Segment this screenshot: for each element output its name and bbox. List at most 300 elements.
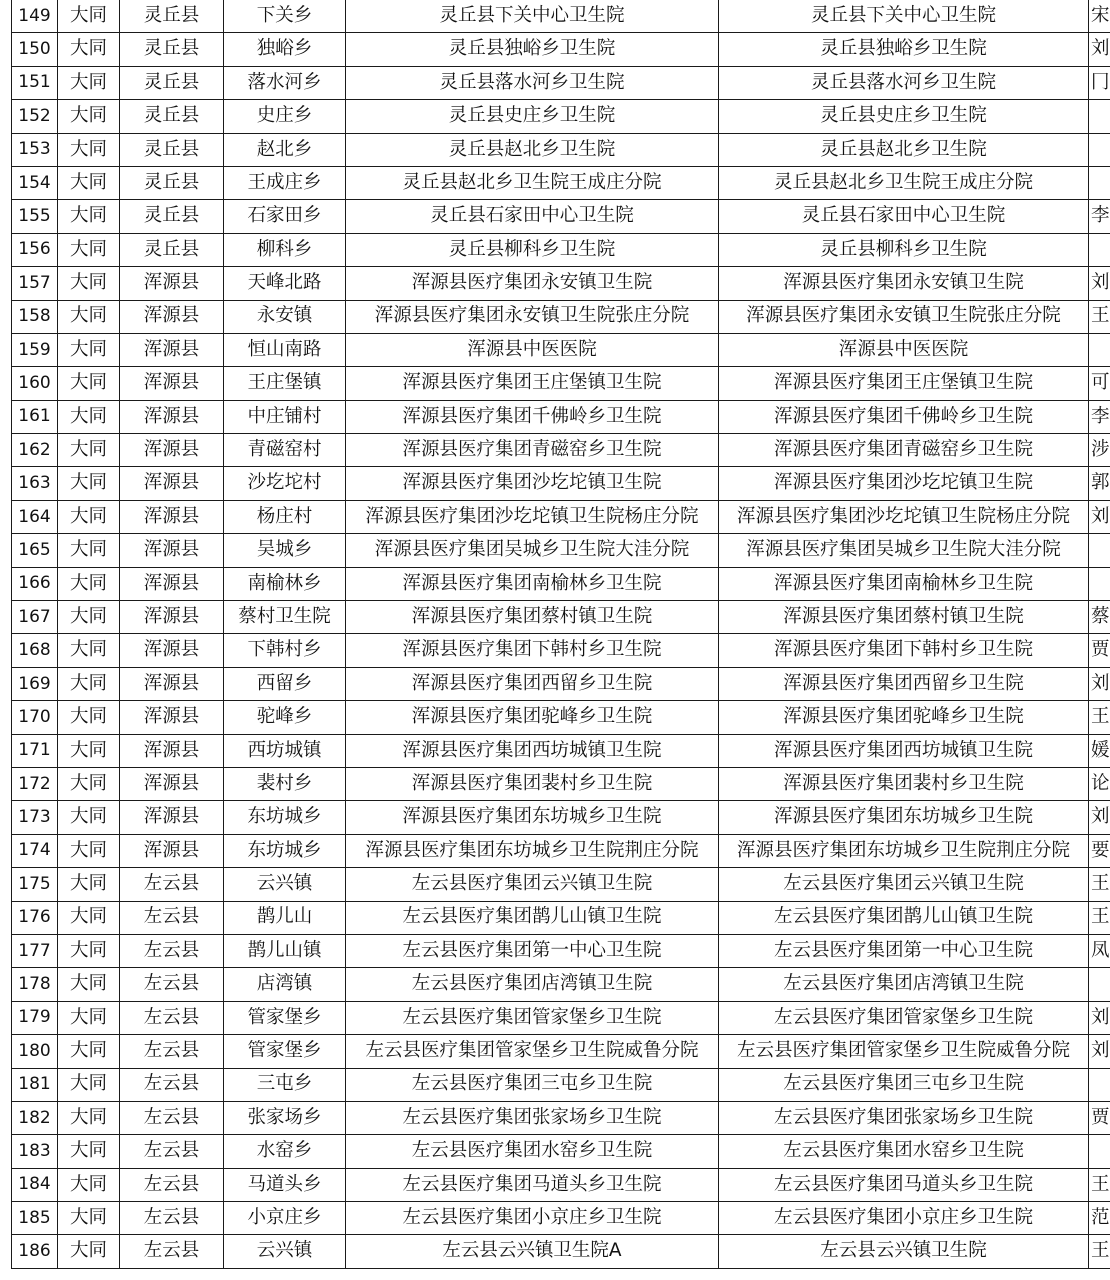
institution-name-cell: 浑源县医疗集团下韩村乡卫生院 [719, 634, 1089, 667]
row-number-cell: 184 [12, 1168, 58, 1201]
institution-name-cell: 左云县医疗集团第一中心卫生院 [719, 934, 1089, 967]
city-cell: 大同 [58, 0, 120, 33]
row-number-cell: 152 [12, 100, 58, 133]
county-cell: 灵丘县 [120, 166, 224, 199]
truncated-cell: 论 [1089, 767, 1110, 800]
county-cell: 左云县 [120, 1168, 224, 1201]
county-cell: 浑源县 [120, 834, 224, 867]
city-cell: 大同 [58, 33, 120, 66]
table-row [12, 400, 1110, 433]
institution-name-cell: 浑源县医疗集团西留乡卫生院 [719, 667, 1089, 700]
truncated-cell [1089, 100, 1110, 133]
truncated-cell [1089, 1135, 1110, 1168]
city-cell: 大同 [58, 367, 120, 400]
county-cell: 左云县 [120, 1202, 224, 1235]
truncated-cell: 李 [1089, 200, 1110, 233]
county-cell: 灵丘县 [120, 33, 224, 66]
institution-cell: 浑源县医疗集团沙圪坨镇卫生院 [346, 467, 719, 500]
table-row [12, 601, 1110, 634]
table-row [12, 567, 1110, 600]
row-number-cell: 169 [12, 667, 58, 700]
institution-name-cell: 浑源县医疗集团西坊城镇卫生院 [719, 734, 1089, 767]
institution-cell: 浑源县医疗集团青磁窑乡卫生院 [346, 434, 719, 467]
institution-name-cell: 浑源县医疗集团驼峰乡卫生院 [719, 701, 1089, 734]
city-cell: 大同 [58, 267, 120, 300]
institution-name-cell: 灵丘县赵北乡卫生院 [719, 133, 1089, 166]
institution-cell: 浑源县医疗集团驼峰乡卫生院 [346, 701, 719, 734]
institution-name-cell: 左云县医疗集团水窑乡卫生院 [719, 1135, 1089, 1168]
institution-name-cell: 浑源县医疗集团东坊城乡卫生院 [719, 801, 1089, 834]
truncated-cell [1089, 567, 1110, 600]
institution-name-cell: 左云县医疗集团三屯乡卫生院 [719, 1068, 1089, 1101]
institution-name-cell: 灵丘县石家田中心卫生院 [719, 200, 1089, 233]
township-cell: 管家堡乡 [224, 1001, 346, 1034]
institution-cell: 浑源县医疗集团下韩村乡卫生院 [346, 634, 719, 667]
city-cell: 大同 [58, 567, 120, 600]
county-cell: 灵丘县 [120, 100, 224, 133]
county-cell: 左云县 [120, 1101, 224, 1134]
table-row [12, 1168, 1110, 1201]
city-cell: 大同 [58, 1068, 120, 1101]
institution-cell: 浑源县医疗集团西留乡卫生院 [346, 667, 719, 700]
institution-cell: 左云县医疗集团鹊儿山镇卫生院 [346, 901, 719, 934]
township-cell: 永安镇 [224, 300, 346, 333]
city-cell: 大同 [58, 1235, 120, 1268]
county-cell: 灵丘县 [120, 200, 224, 233]
city-cell: 大同 [58, 400, 120, 433]
row-number-cell: 161 [12, 400, 58, 433]
truncated-cell [1089, 968, 1110, 1001]
row-number-cell: 178 [12, 968, 58, 1001]
institution-cell: 浑源县医疗集团永安镇卫生院 [346, 267, 719, 300]
truncated-cell: 王 [1089, 868, 1110, 901]
table-row [12, 767, 1110, 800]
table-row [12, 901, 1110, 934]
table-row [12, 868, 1110, 901]
institution-cell: 灵丘县史庄乡卫生院 [346, 100, 719, 133]
truncated-cell [1089, 1068, 1110, 1101]
institution-cell: 左云县医疗集团三屯乡卫生院 [346, 1068, 719, 1101]
table-row [12, 333, 1110, 366]
institution-name-cell: 浑源县医疗集团沙圪坨镇卫生院 [719, 467, 1089, 500]
truncated-cell: 刘 [1089, 267, 1110, 300]
township-cell: 东坊城乡 [224, 801, 346, 834]
city-cell: 大同 [58, 66, 120, 99]
table-row [12, 233, 1110, 266]
township-cell: 三屯乡 [224, 1068, 346, 1101]
county-cell: 灵丘县 [120, 66, 224, 99]
city-cell: 大同 [58, 734, 120, 767]
township-cell: 柳科乡 [224, 233, 346, 266]
table-row [12, 267, 1110, 300]
row-number-cell: 174 [12, 834, 58, 867]
city-cell: 大同 [58, 300, 120, 333]
institution-name-cell: 灵丘县史庄乡卫生院 [719, 100, 1089, 133]
county-cell: 浑源县 [120, 500, 224, 533]
table-row [12, 1235, 1110, 1268]
county-cell: 左云县 [120, 1035, 224, 1068]
row-number-cell: 155 [12, 200, 58, 233]
township-cell: 中庄铺村 [224, 400, 346, 433]
institution-cell: 浑源县中医医院 [346, 333, 719, 366]
institution-name-cell: 浑源县医疗集团千佛岭乡卫生院 [719, 400, 1089, 433]
township-cell: 马道头乡 [224, 1168, 346, 1201]
institution-cell: 灵丘县落水河乡卫生院 [346, 66, 719, 99]
county-cell: 左云县 [120, 934, 224, 967]
institution-name-cell: 浑源县医疗集团吴城乡卫生院大洼分院 [719, 534, 1089, 567]
row-number-cell: 167 [12, 601, 58, 634]
institution-name-cell: 左云县医疗集团鹊儿山镇卫生院 [719, 901, 1089, 934]
institution-cell: 左云县医疗集团水窑乡卫生院 [346, 1135, 719, 1168]
row-number-cell: 159 [12, 333, 58, 366]
township-cell: 店湾镇 [224, 968, 346, 1001]
institution-cell: 浑源县医疗集团裴村乡卫生院 [346, 767, 719, 800]
county-cell: 浑源县 [120, 601, 224, 634]
table-row [12, 534, 1110, 567]
table-row [12, 934, 1110, 967]
county-cell: 左云县 [120, 868, 224, 901]
county-cell: 浑源县 [120, 801, 224, 834]
truncated-cell [1089, 166, 1110, 199]
truncated-cell: 刘 [1089, 1035, 1110, 1068]
truncated-cell: 贾 [1089, 1101, 1110, 1134]
township-cell: 青磁窑村 [224, 434, 346, 467]
row-number-cell: 149 [12, 0, 58, 33]
institution-cell: 灵丘县下关中心卫生院 [346, 0, 719, 33]
county-cell: 浑源县 [120, 300, 224, 333]
truncated-cell: 媛 [1089, 734, 1110, 767]
city-cell: 大同 [58, 767, 120, 800]
county-cell: 浑源县 [120, 333, 224, 366]
township-cell: 南榆林乡 [224, 567, 346, 600]
truncated-cell: 范 [1089, 1202, 1110, 1235]
row-number-cell: 180 [12, 1035, 58, 1068]
institution-cell: 灵丘县石家田中心卫生院 [346, 200, 719, 233]
township-cell: 驼峰乡 [224, 701, 346, 734]
row-number-cell: 171 [12, 734, 58, 767]
city-cell: 大同 [58, 1035, 120, 1068]
truncated-cell [1089, 133, 1110, 166]
county-cell: 左云县 [120, 901, 224, 934]
institution-name-cell: 灵丘县柳科乡卫生院 [719, 233, 1089, 266]
township-cell: 赵北乡 [224, 133, 346, 166]
truncated-cell [1089, 333, 1110, 366]
row-number-cell: 158 [12, 300, 58, 333]
institution-cell: 左云县医疗集团第一中心卫生院 [346, 934, 719, 967]
institution-cell: 浑源县医疗集团吴城乡卫生院大洼分院 [346, 534, 719, 567]
table-row [12, 367, 1110, 400]
truncated-cell: 刘 [1089, 801, 1110, 834]
institution-name-cell: 浑源县医疗集团永安镇卫生院 [719, 267, 1089, 300]
county-cell: 浑源县 [120, 634, 224, 667]
institution-cell: 浑源县医疗集团西坊城镇卫生院 [346, 734, 719, 767]
institution-cell: 浑源县医疗集团蔡村镇卫生院 [346, 601, 719, 634]
table-row [12, 1101, 1110, 1134]
township-cell: 王庄堡镇 [224, 367, 346, 400]
county-cell: 灵丘县 [120, 133, 224, 166]
institution-cell: 浑源县医疗集团沙圪坨镇卫生院杨庄分院 [346, 500, 719, 533]
truncated-cell: 王 [1089, 901, 1110, 934]
county-cell: 浑源县 [120, 367, 224, 400]
city-cell: 大同 [58, 934, 120, 967]
township-cell: 杨庄村 [224, 500, 346, 533]
township-cell: 下关乡 [224, 0, 346, 33]
table-row [12, 1001, 1110, 1034]
row-number-cell: 177 [12, 934, 58, 967]
truncated-cell: 王 [1089, 1235, 1110, 1268]
truncated-cell: 凤 [1089, 934, 1110, 967]
township-cell: 下韩村乡 [224, 634, 346, 667]
row-number-cell: 157 [12, 267, 58, 300]
institution-cell: 左云县医疗集团张家场乡卫生院 [346, 1101, 719, 1134]
row-number-cell: 181 [12, 1068, 58, 1101]
institution-cell: 左云县医疗集团管家堡乡卫生院 [346, 1001, 719, 1034]
institution-cell: 左云县医疗集团管家堡乡卫生院威鲁分院 [346, 1035, 719, 1068]
row-number-cell: 175 [12, 868, 58, 901]
township-cell: 裴村乡 [224, 767, 346, 800]
truncated-cell: 可 [1089, 367, 1110, 400]
township-cell: 沙圪坨村 [224, 467, 346, 500]
institution-cell: 左云县云兴镇卫生院A [346, 1235, 719, 1268]
table-row [12, 834, 1110, 867]
truncated-cell: 刘 [1089, 1001, 1110, 1034]
table-row [12, 1068, 1110, 1101]
institution-cell: 浑源县医疗集团南榆林乡卫生院 [346, 567, 719, 600]
city-cell: 大同 [58, 467, 120, 500]
city-cell: 大同 [58, 667, 120, 700]
institution-name-cell: 左云县云兴镇卫生院 [719, 1235, 1089, 1268]
row-number-cell: 162 [12, 434, 58, 467]
truncated-cell: 李 [1089, 400, 1110, 433]
table-row [12, 1035, 1110, 1068]
institution-cell: 浑源县医疗集团王庄堡镇卫生院 [346, 367, 719, 400]
row-number-cell: 166 [12, 567, 58, 600]
city-cell: 大同 [58, 1202, 120, 1235]
institution-cell: 左云县医疗集团店湾镇卫生院 [346, 968, 719, 1001]
table-row [12, 33, 1110, 66]
township-cell: 鹊儿山镇 [224, 934, 346, 967]
table-row [12, 801, 1110, 834]
institution-cell: 灵丘县赵北乡卫生院王成庄分院 [346, 166, 719, 199]
row-number-cell: 164 [12, 500, 58, 533]
institution-name-cell: 左云县医疗集团小京庄乡卫生院 [719, 1202, 1089, 1235]
row-number-cell: 179 [12, 1001, 58, 1034]
institution-name-cell: 浑源县医疗集团裴村乡卫生院 [719, 767, 1089, 800]
city-cell: 大同 [58, 100, 120, 133]
truncated-cell [1089, 534, 1110, 567]
institution-name-cell: 浑源县医疗集团王庄堡镇卫生院 [719, 367, 1089, 400]
township-cell: 史庄乡 [224, 100, 346, 133]
city-cell: 大同 [58, 1168, 120, 1201]
institution-name-cell: 浑源县医疗集团沙圪坨镇卫生院杨庄分院 [719, 500, 1089, 533]
table-row [12, 0, 1110, 33]
city-cell: 大同 [58, 1135, 120, 1168]
institution-name-cell: 灵丘县落水河乡卫生院 [719, 66, 1089, 99]
row-number-cell: 163 [12, 467, 58, 500]
institution-name-cell: 左云县医疗集团张家场乡卫生院 [719, 1101, 1089, 1134]
row-number-cell: 153 [12, 133, 58, 166]
row-number-cell: 150 [12, 33, 58, 66]
truncated-cell: 刘 [1089, 667, 1110, 700]
institution-name-cell: 灵丘县赵北乡卫生院王成庄分院 [719, 166, 1089, 199]
table-row [12, 166, 1110, 199]
truncated-cell: 王 [1089, 701, 1110, 734]
truncated-cell: 宋 [1089, 0, 1110, 33]
township-cell: 西坊城镇 [224, 734, 346, 767]
township-cell: 管家堡乡 [224, 1035, 346, 1068]
truncated-cell: 要 [1089, 834, 1110, 867]
county-cell: 浑源县 [120, 567, 224, 600]
institution-name-cell: 左云县医疗集团管家堡乡卫生院威鲁分院 [719, 1035, 1089, 1068]
table-row [12, 667, 1110, 700]
row-number-cell: 170 [12, 701, 58, 734]
institution-name-cell: 左云县医疗集团店湾镇卫生院 [719, 968, 1089, 1001]
township-cell: 蔡村卫生院 [224, 601, 346, 634]
township-cell: 独峪乡 [224, 33, 346, 66]
township-cell: 西留乡 [224, 667, 346, 700]
table-row [12, 734, 1110, 767]
county-cell: 左云县 [120, 1068, 224, 1101]
city-cell: 大同 [58, 601, 120, 634]
county-cell: 左云县 [120, 1001, 224, 1034]
county-cell: 左云县 [120, 1135, 224, 1168]
institution-cell: 浑源县医疗集团东坊城乡卫生院荆庄分院 [346, 834, 719, 867]
row-number-cell: 173 [12, 801, 58, 834]
institution-cell: 浑源县医疗集团千佛岭乡卫生院 [346, 400, 719, 433]
city-cell: 大同 [58, 166, 120, 199]
row-number-cell: 160 [12, 367, 58, 400]
township-cell: 水窑乡 [224, 1135, 346, 1168]
city-cell: 大同 [58, 434, 120, 467]
data-table [11, 0, 1110, 1269]
township-cell: 吴城乡 [224, 534, 346, 567]
table-row [12, 1202, 1110, 1235]
row-number-cell: 176 [12, 901, 58, 934]
county-cell: 灵丘县 [120, 0, 224, 33]
institution-name-cell: 浑源县医疗集团东坊城乡卫生院荆庄分院 [719, 834, 1089, 867]
institution-cell: 左云县医疗集团马道头乡卫生院 [346, 1168, 719, 1201]
table-row [12, 968, 1110, 1001]
institution-cell: 浑源县医疗集团永安镇卫生院张庄分院 [346, 300, 719, 333]
table-row [12, 300, 1110, 333]
table-row [12, 434, 1110, 467]
township-cell: 张家场乡 [224, 1101, 346, 1134]
row-number-cell: 156 [12, 233, 58, 266]
institution-name-cell: 浑源县医疗集团永安镇卫生院张庄分院 [719, 300, 1089, 333]
institution-name-cell: 左云县医疗集团管家堡乡卫生院 [719, 1001, 1089, 1034]
township-cell: 王成庄乡 [224, 166, 346, 199]
institution-name-cell: 灵丘县独峪乡卫生院 [719, 33, 1089, 66]
institution-name-cell: 左云县医疗集团云兴镇卫生院 [719, 868, 1089, 901]
table-row [12, 500, 1110, 533]
county-cell: 浑源县 [120, 467, 224, 500]
city-cell: 大同 [58, 901, 120, 934]
county-cell: 左云县 [120, 1235, 224, 1268]
truncated-cell: 冂 [1089, 66, 1110, 99]
city-cell: 大同 [58, 333, 120, 366]
city-cell: 大同 [58, 701, 120, 734]
county-cell: 浑源县 [120, 667, 224, 700]
truncated-cell: 涉 [1089, 434, 1110, 467]
county-cell: 灵丘县 [120, 233, 224, 266]
county-cell: 浑源县 [120, 734, 224, 767]
city-cell: 大同 [58, 133, 120, 166]
table-row [12, 701, 1110, 734]
county-cell: 浑源县 [120, 434, 224, 467]
institution-name-cell: 浑源县中医医院 [719, 333, 1089, 366]
table-row [12, 1135, 1110, 1168]
city-cell: 大同 [58, 1101, 120, 1134]
table-row [12, 100, 1110, 133]
city-cell: 大同 [58, 634, 120, 667]
institution-cell: 左云县医疗集团云兴镇卫生院 [346, 868, 719, 901]
institution-name-cell: 灵丘县下关中心卫生院 [719, 0, 1089, 33]
institution-cell: 浑源县医疗集团东坊城乡卫生院 [346, 801, 719, 834]
table-body [12, 0, 1110, 1268]
truncated-cell: 郭 [1089, 467, 1110, 500]
institution-name-cell: 左云县医疗集团马道头乡卫生院 [719, 1168, 1089, 1201]
township-cell: 天峰北路 [224, 267, 346, 300]
township-cell: 恒山南路 [224, 333, 346, 366]
city-cell: 大同 [58, 1001, 120, 1034]
institution-name-cell: 浑源县医疗集团南榆林乡卫生院 [719, 567, 1089, 600]
row-number-cell: 151 [12, 66, 58, 99]
row-number-cell: 172 [12, 767, 58, 800]
county-cell: 浑源县 [120, 534, 224, 567]
table-row [12, 634, 1110, 667]
township-cell: 鹊儿山 [224, 901, 346, 934]
row-number-cell: 168 [12, 634, 58, 667]
table-row [12, 467, 1110, 500]
row-number-cell: 183 [12, 1135, 58, 1168]
row-number-cell: 186 [12, 1235, 58, 1268]
city-cell: 大同 [58, 500, 120, 533]
institution-cell: 左云县医疗集团小京庄乡卫生院 [346, 1202, 719, 1235]
city-cell: 大同 [58, 968, 120, 1001]
institution-name-cell: 浑源县医疗集团蔡村镇卫生院 [719, 601, 1089, 634]
city-cell: 大同 [58, 200, 120, 233]
township-cell: 云兴镇 [224, 868, 346, 901]
county-cell: 浑源县 [120, 701, 224, 734]
table-row [12, 200, 1110, 233]
county-cell: 左云县 [120, 968, 224, 1001]
township-cell: 石家田乡 [224, 200, 346, 233]
row-number-cell: 182 [12, 1101, 58, 1134]
row-number-cell: 165 [12, 534, 58, 567]
institution-cell: 灵丘县赵北乡卫生院 [346, 133, 719, 166]
institution-name-cell: 浑源县医疗集团青磁窑乡卫生院 [719, 434, 1089, 467]
row-number-cell: 154 [12, 166, 58, 199]
city-cell: 大同 [58, 834, 120, 867]
city-cell: 大同 [58, 534, 120, 567]
county-cell: 浑源县 [120, 400, 224, 433]
city-cell: 大同 [58, 801, 120, 834]
city-cell: 大同 [58, 868, 120, 901]
county-cell: 浑源县 [120, 267, 224, 300]
truncated-cell: 王 [1089, 300, 1110, 333]
truncated-cell [1089, 233, 1110, 266]
truncated-cell: 蔡 [1089, 601, 1110, 634]
truncated-cell: 王 [1089, 1168, 1110, 1201]
township-cell: 东坊城乡 [224, 834, 346, 867]
table-row [12, 66, 1110, 99]
table-row [12, 133, 1110, 166]
truncated-cell: 刘 [1089, 33, 1110, 66]
township-cell: 云兴镇 [224, 1235, 346, 1268]
county-cell: 浑源县 [120, 767, 224, 800]
institution-cell: 灵丘县柳科乡卫生院 [346, 233, 719, 266]
township-cell: 小京庄乡 [224, 1202, 346, 1235]
